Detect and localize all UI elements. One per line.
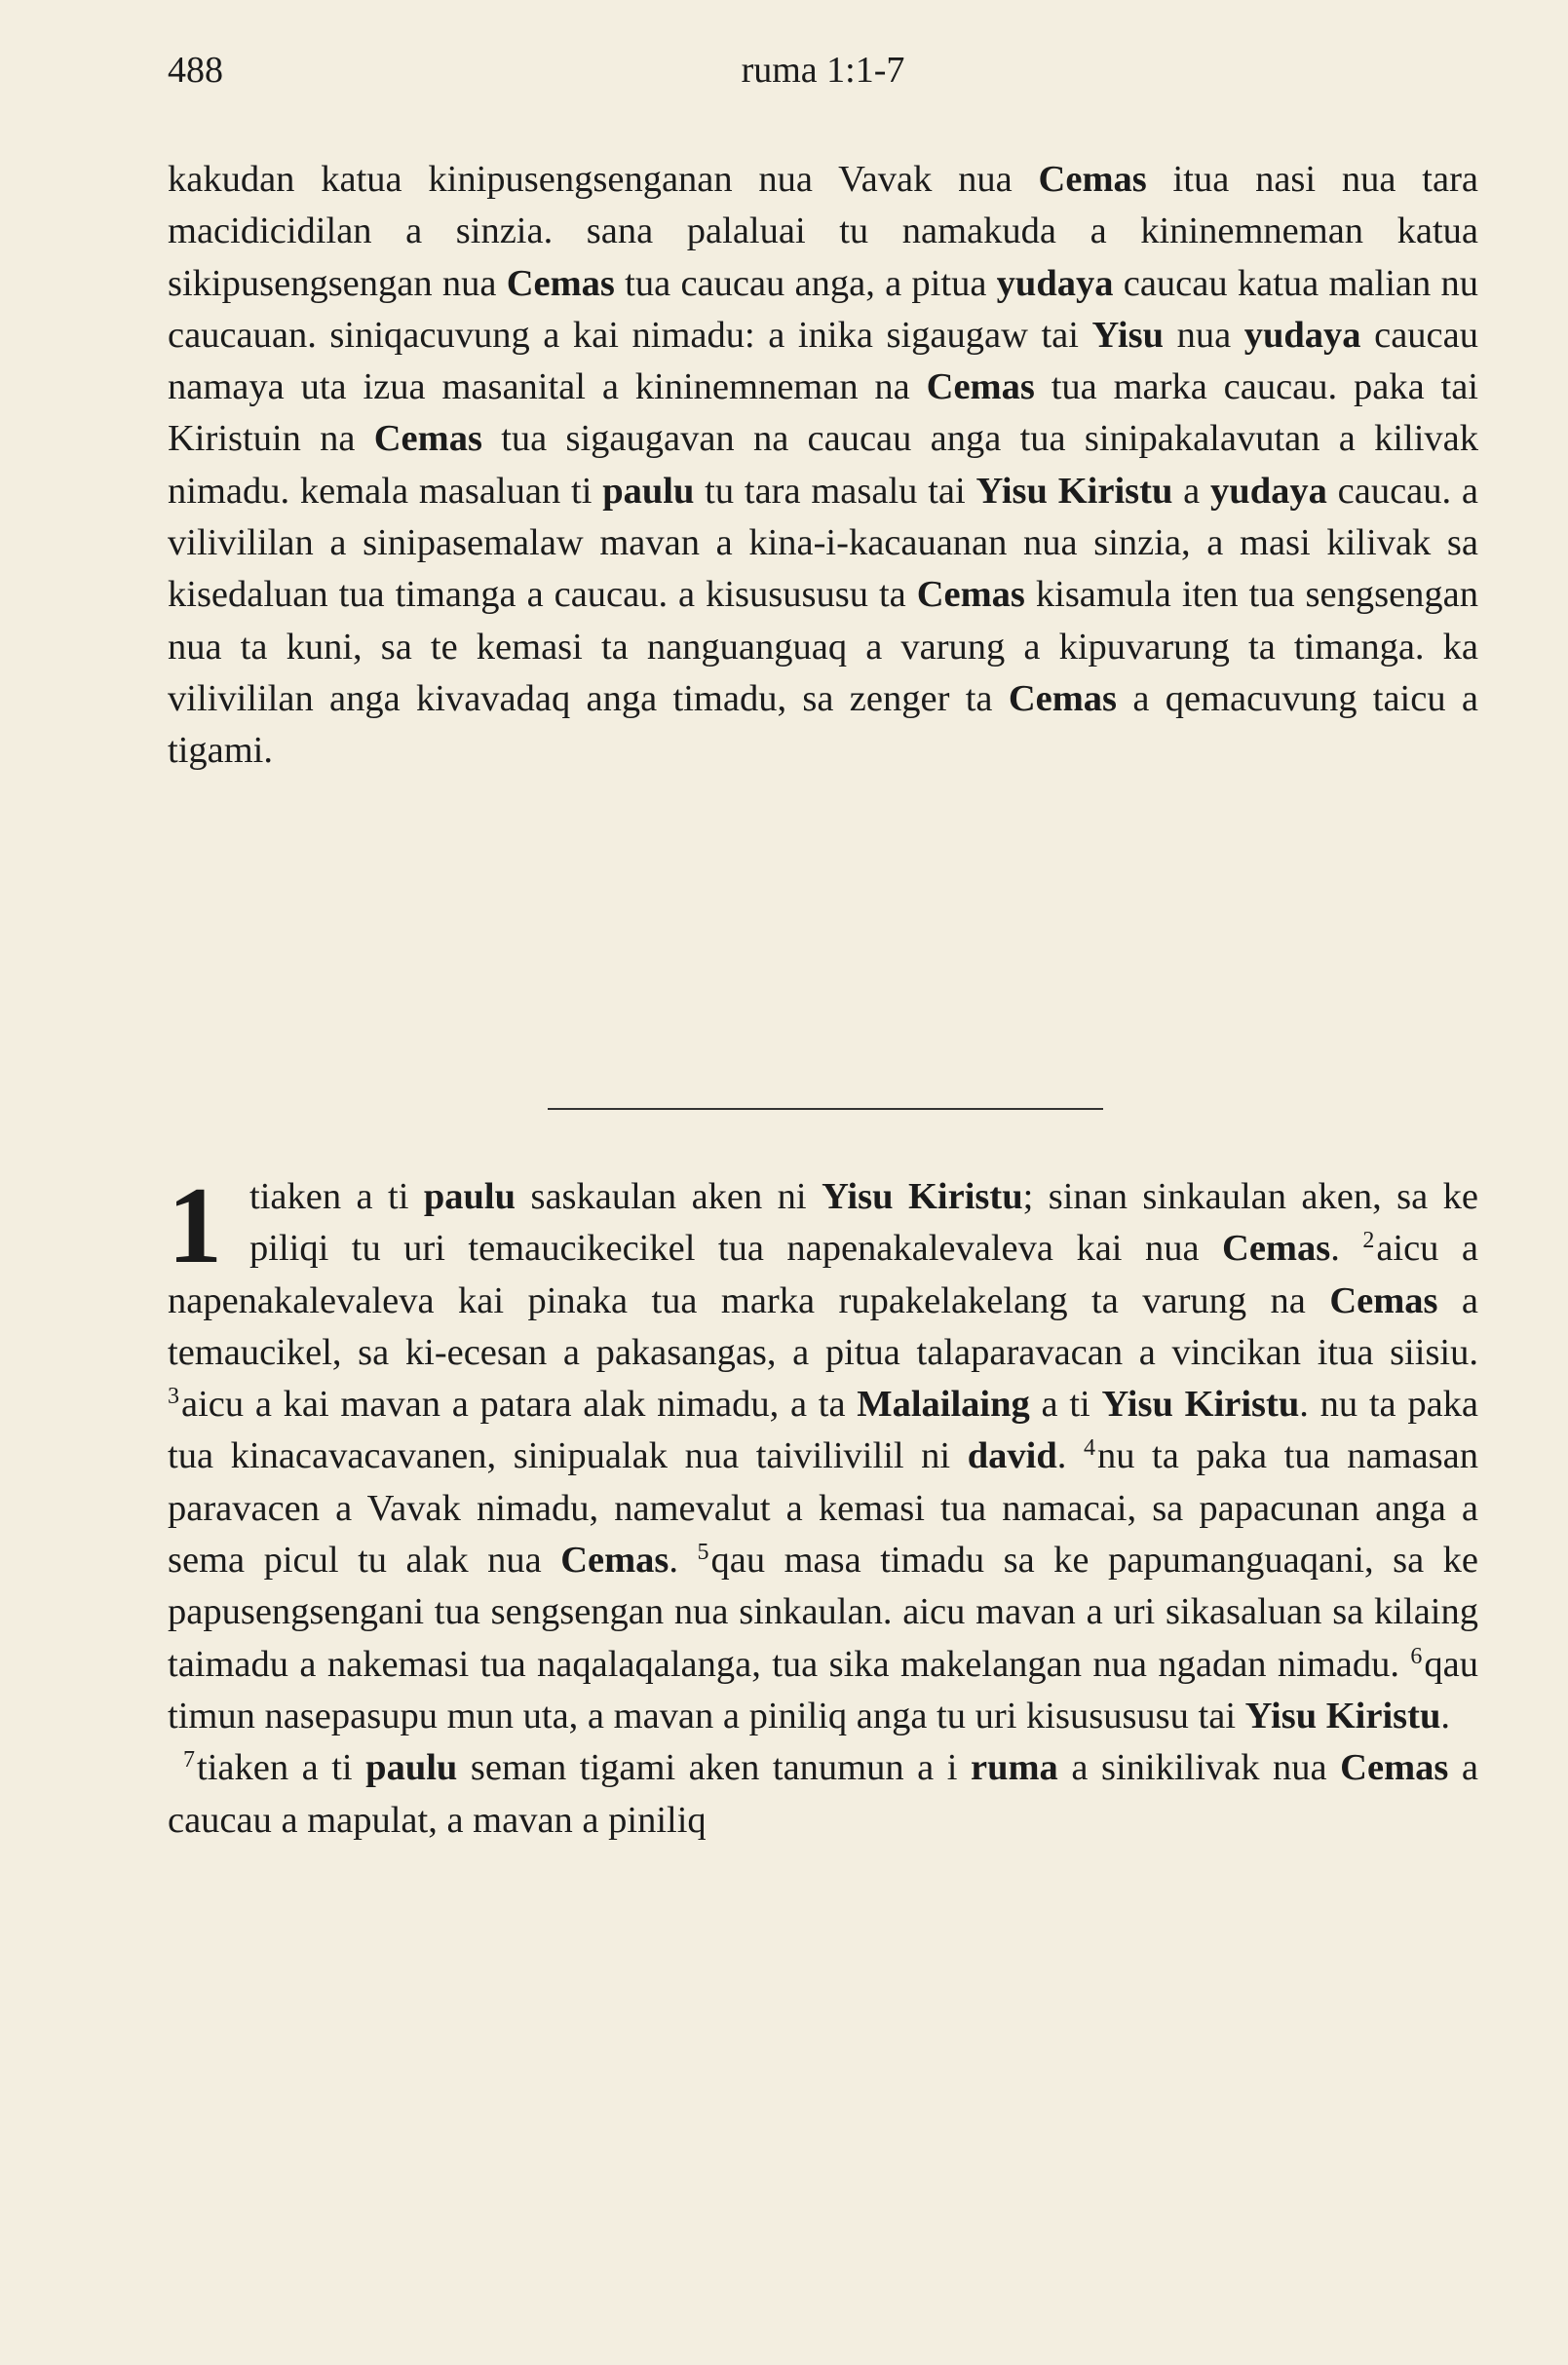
bold-term: Cemas bbox=[373, 418, 482, 460]
chapter-paragraph bbox=[168, 1165, 1479, 1742]
text-run: . bbox=[1330, 1228, 1363, 1270]
bold-term: Yisu Kiristu bbox=[975, 470, 1173, 512]
bold-term: Cemas bbox=[926, 366, 1035, 408]
text-run: caucau katua malian nu caucauan. siniqacuvung a kai nimadu: a inika sigaugaw tai bbox=[168, 262, 1478, 356]
text-run: tua sigaugavan na caucau anga tua sinipakalavutan a kilivak nimadu. kemala masaluan ti bbox=[168, 418, 1478, 512]
text-run: qau timun nasepasupu mun uta, a mavan a piniliq anga tu uri kisusususu tai bbox=[168, 1643, 1478, 1736]
running-title: ruma 1:1-7 bbox=[741, 50, 905, 91]
text-run: kisamula iten tua sengsengan nua ta kuni, sa te kemasi ta nanguanguaq a varung a kipuvarung ta timanga. ka vilivililan anga kivavadaq anga timadu, sa zenger ta bbox=[168, 574, 1478, 719]
verse-number: 3 bbox=[168, 1384, 179, 1410]
verse-7-paragraph bbox=[168, 1742, 1478, 1847]
bold-term: yudaya bbox=[996, 262, 1114, 304]
verse-number: 4 bbox=[1083, 1435, 1095, 1462]
text-run: tiaken a ti bbox=[249, 1176, 424, 1217]
text-run: . nu ta paka tua kinacavacavanen, sinipualak nua taivilivilil ni bbox=[168, 1384, 1478, 1477]
bold-term: Cemas bbox=[1340, 1747, 1449, 1789]
bold-term: Cemas bbox=[506, 262, 615, 304]
bold-term: david bbox=[967, 1435, 1057, 1477]
verse-number: 7 bbox=[183, 1747, 195, 1774]
text-run: saskaulan aken ni bbox=[516, 1176, 822, 1217]
text-run: tu tara masalu tai bbox=[694, 470, 976, 512]
bold-term: Cemas bbox=[1329, 1279, 1438, 1321]
introduction-paragraph bbox=[168, 154, 1478, 778]
bold-term: Malailaing bbox=[857, 1384, 1030, 1426]
text-run: a bbox=[1172, 470, 1211, 512]
text-run: caucau namaya uta izua masanital a kininemneman na bbox=[168, 314, 1478, 408]
bold-term: Yisu Kiristu bbox=[1244, 1695, 1441, 1736]
verse-number: 2 bbox=[1362, 1228, 1375, 1254]
text-run: . bbox=[1440, 1695, 1450, 1736]
bold-term: paulu bbox=[602, 470, 695, 512]
text-run: a qemacuvung taicu a tigami. bbox=[168, 677, 1478, 772]
page-number: 488 bbox=[168, 50, 223, 91]
verse-number: 6 bbox=[1410, 1643, 1423, 1669]
text-run: kakudan katua kinipusengsenganan nua Vavak nua bbox=[168, 159, 1039, 200]
bold-term: Cemas bbox=[560, 1540, 669, 1582]
text-run: seman tigami aken tanumun a i bbox=[457, 1747, 971, 1789]
bold-term: paulu bbox=[365, 1747, 458, 1789]
text-run: a temaucikel, sa ki-ecesan a pakasangas, a pitua talaparavacan a vincikan itua siisiu. bbox=[168, 1279, 1479, 1373]
section-divider bbox=[548, 1108, 1103, 1110]
bold-term: Cemas bbox=[1038, 159, 1147, 200]
text-run: a ti bbox=[1029, 1384, 1102, 1426]
bold-term: Yisu Kiristu bbox=[1101, 1384, 1300, 1426]
text-run: qau masa timadu sa ke papumanguaqani, sa ke papusengsengani tua sengsengan nua sinkaulan. aicu mavan a uri sikasaluan sa kilaing taimadu a nakemasi tua naqalaqalanga, tua sika makelangan nua ngadan nimadu. bbox=[168, 1540, 1479, 1685]
verse-number: 5 bbox=[697, 1540, 709, 1566]
text-run: caucau. a vilivililan a sinipasemalaw mavan a kina-i-kacauanan nua sinzia, a masi kilivak sa kisedaluan tua timanga a caucau. a kisusususu ta bbox=[168, 470, 1478, 616]
chapter-section bbox=[168, 1165, 1479, 1847]
text-run: nua bbox=[1164, 314, 1244, 356]
text-run: aicu a napenakalevaleva kai pinaka tua marka rupakelakelang ta varung na bbox=[168, 1228, 1478, 1321]
text-run: tua caucau anga, a pitua bbox=[614, 262, 997, 304]
bold-term: ruma bbox=[970, 1747, 1058, 1789]
text-run: a caucau a mapulat, a mavan a piniliq bbox=[168, 1747, 1478, 1841]
chapter-number: 1 bbox=[168, 1165, 222, 1286]
text-run: itua nasi nua tara macidicidilan a sinzia. sana palaluai tu namakuda a kininemneman katua sikipusengsengan nua bbox=[168, 159, 1479, 304]
text-run: tua marka caucau. paka tai Kiristuin na bbox=[168, 366, 1478, 460]
text-run: . bbox=[1056, 1435, 1084, 1477]
page-header bbox=[168, 49, 1478, 97]
bold-term: Cemas bbox=[916, 574, 1025, 616]
bold-term: paulu bbox=[423, 1176, 516, 1217]
text-run: nu ta paka tua namasan paravacen a Vavak nimadu, namevalut a kemasi tua namacai, sa papacunan anga a sema picul tu alak nua bbox=[168, 1435, 1478, 1582]
bold-term: Yisu Kiristu bbox=[822, 1176, 1023, 1217]
bold-term: yudaya bbox=[1210, 470, 1327, 512]
bold-term: Yisu bbox=[1091, 314, 1164, 356]
bold-term: Cemas bbox=[1222, 1228, 1331, 1270]
book-introduction bbox=[168, 154, 1478, 778]
bold-term: Cemas bbox=[1008, 677, 1118, 719]
text-run: ; sinan sinkaulan aken, sa ke piliqi tu uri temaucikecikel tua napenakalevaleva kai nua bbox=[249, 1176, 1478, 1270]
text-run: a sinikilivak nua bbox=[1057, 1747, 1341, 1789]
bold-term: yudaya bbox=[1243, 314, 1361, 356]
text-run: aicu a kai mavan a patara alak nimadu, a ta bbox=[181, 1384, 858, 1426]
text-run: . bbox=[669, 1540, 698, 1582]
text-run: tiaken a ti bbox=[197, 1747, 366, 1789]
